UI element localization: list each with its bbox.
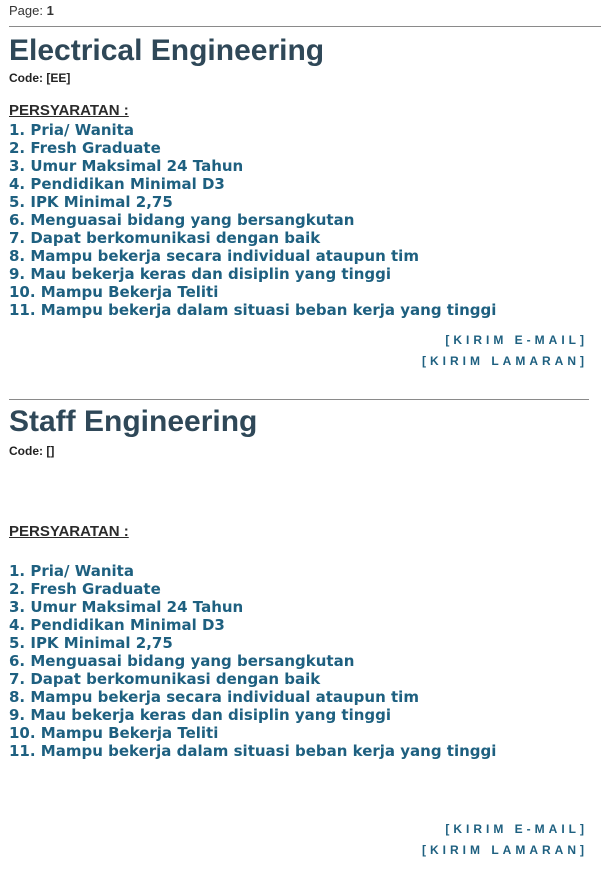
- requirement-item: 11. Mampu bekerja dalam situasi beban kerja yang tinggi: [9, 742, 497, 760]
- job-title: Staff Engineering: [9, 405, 258, 438]
- requirement-item: 5. IPK Minimal 2,75: [9, 193, 173, 211]
- page-indicator: [9, 3, 54, 18]
- send-application-link[interactable]: [KIRIM LAMARAN]: [422, 843, 588, 857]
- requirement-item: 8. Mampu bekerja secara individual ataupun tim: [9, 688, 419, 706]
- requirement-item: 7. Dapat berkomunikasi dengan baik: [9, 670, 321, 688]
- requirement-item: 9. Mau bekerja keras dan disiplin yang tinggi: [9, 265, 392, 283]
- job-title: Electrical Engineering: [9, 34, 325, 67]
- send-email-link[interactable]: [KIRIM E-MAIL]: [445, 822, 588, 836]
- requirement-item: 5. IPK Minimal 2,75: [9, 634, 173, 652]
- job-code-value: []: [46, 444, 55, 458]
- requirement-item: 1. Pria/ Wanita: [9, 121, 134, 139]
- section-divider: [9, 399, 589, 400]
- send-email-link[interactable]: [KIRIM E-MAIL]: [445, 333, 588, 347]
- requirement-item: 10. Mampu Bekerja Teliti: [9, 724, 219, 742]
- send-application-link[interactable]: [KIRIM LAMARAN]: [422, 354, 588, 368]
- requirement-item: 6. Menguasai bidang yang bersangkutan: [9, 211, 355, 229]
- requirement-item: 4. Pendidikan Minimal D3: [9, 616, 225, 634]
- requirement-item: 4. Pendidikan Minimal D3: [9, 175, 225, 193]
- requirements-heading: PERSYARATAN :: [9, 523, 129, 540]
- requirement-item: 3. Umur Maksimal 24 Tahun: [9, 598, 244, 616]
- page-number: 1: [46, 3, 54, 18]
- requirement-item: 10. Mampu Bekerja Teliti: [9, 283, 219, 301]
- job-code: [9, 444, 54, 458]
- requirement-item: 3. Umur Maksimal 24 Tahun: [9, 157, 244, 175]
- requirement-item: 8. Mampu bekerja secara individual ataupun tim: [9, 247, 419, 265]
- job-code-label: Code:: [9, 71, 43, 85]
- job-code-label: Code:: [9, 444, 43, 458]
- requirement-item: 6. Menguasai bidang yang bersangkutan: [9, 652, 355, 670]
- requirement-item: 9. Mau bekerja keras dan disiplin yang tinggi: [9, 706, 392, 724]
- requirement-item: 1. Pria/ Wanita: [9, 562, 134, 580]
- requirement-item: 2. Fresh Graduate: [9, 139, 161, 157]
- requirement-item: 2. Fresh Graduate: [9, 580, 161, 598]
- job-code-value: [EE]: [46, 71, 71, 85]
- job-code: [9, 71, 70, 85]
- page-label: Page:: [9, 3, 43, 18]
- requirement-item: 7. Dapat berkomunikasi dengan baik: [9, 229, 321, 247]
- requirements-list: [9, 562, 496, 760]
- top-divider: [9, 26, 601, 27]
- requirements-heading: PERSYARATAN :: [9, 102, 129, 119]
- requirement-item: 11. Mampu bekerja dalam situasi beban kerja yang tinggi: [9, 301, 497, 319]
- requirements-list: [9, 121, 496, 319]
